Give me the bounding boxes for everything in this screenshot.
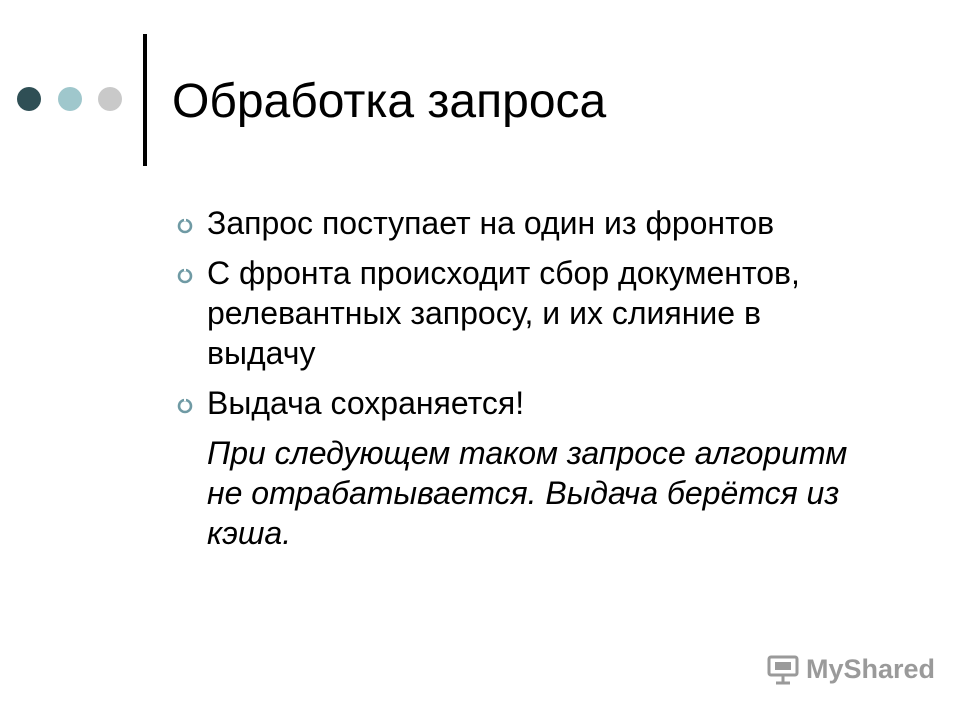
ring-bullet-icon (176, 267, 194, 285)
bullet-item (170, 383, 870, 423)
ring-bullet-icon (176, 397, 194, 415)
italic-note: При следующем таком запросе алгоритм не отрабатывается. Выдача берётся из кэша. (207, 435, 848, 551)
decor-dot-gray (98, 87, 122, 111)
slide-body (170, 203, 870, 553)
slide-title: Обработка запроса (172, 75, 607, 128)
bullet-item (170, 253, 870, 373)
watermark (766, 654, 935, 685)
bullet-text: Запрос поступает на один из фронтов (207, 205, 775, 241)
title-divider-line (143, 34, 147, 166)
bullet-item (170, 203, 870, 243)
presentation-board-icon (766, 655, 800, 685)
bullet-text: С фронта происходит сбор документов, релевантных запросу, и их слияние в выдачу (207, 255, 800, 371)
bullet-text: Выдача сохраняется! (207, 385, 525, 421)
ring-bullet-icon (176, 217, 194, 235)
decor-dot-light-blue (58, 87, 82, 111)
decor-dot-dark (17, 87, 41, 111)
watermark-text: MyShared (806, 654, 936, 684)
